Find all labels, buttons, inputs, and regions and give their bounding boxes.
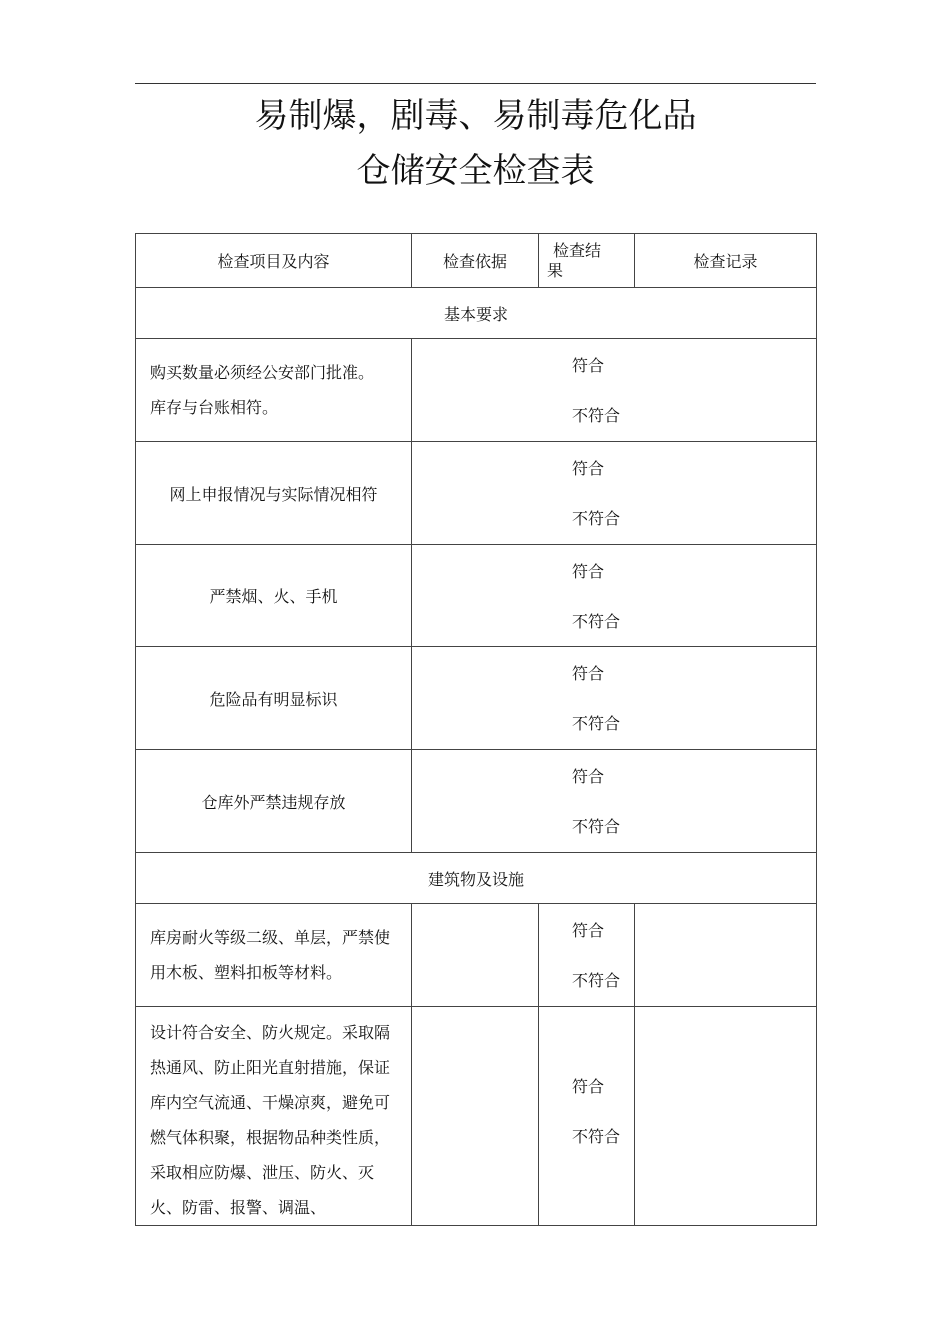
- option-fail[interactable]: 不符合: [572, 817, 621, 836]
- table-row: [136, 442, 817, 545]
- basis-cell[interactable]: [412, 904, 539, 1007]
- result-cell: [412, 545, 817, 647]
- header-result: [539, 234, 635, 288]
- option-pass[interactable]: 符合: [572, 1077, 605, 1096]
- result-cell: [539, 1007, 635, 1226]
- option-fail[interactable]: 不符合: [572, 1127, 621, 1146]
- table-row: [136, 750, 817, 853]
- item-text-line: 火、防雷、报警、调温、: [150, 1198, 327, 1217]
- option-pass[interactable]: 符合: [572, 921, 605, 940]
- table-row: [136, 904, 817, 1007]
- item-text-line: 库存与台账相符。: [150, 398, 279, 417]
- table-row: [136, 1007, 817, 1226]
- item-cell: [136, 545, 412, 647]
- section-row-building: [136, 853, 817, 904]
- document-title-line1: 易制爆，剧毒、易制毒危化品: [254, 96, 697, 136]
- item-text-line: 库房耐火等级二级、单层，严禁使: [150, 928, 391, 947]
- item-text-line: 严禁烟、火、手机: [209, 587, 338, 606]
- item-text-line: 库内空气流通、干燥凉爽，避免可: [150, 1093, 391, 1112]
- section-title: 基本要求: [136, 288, 817, 339]
- option-fail[interactable]: 不符合: [572, 714, 621, 733]
- option-pass[interactable]: 符合: [572, 356, 605, 375]
- header-result-line1: 检查结: [553, 240, 602, 260]
- header-row: [136, 234, 817, 288]
- basis-cell[interactable]: [412, 1007, 539, 1226]
- item-text-line: 设计符合安全、防火规定。采取隔: [150, 1023, 391, 1042]
- section-title: 建筑物及设施: [136, 853, 817, 904]
- result-cell: [412, 647, 817, 750]
- inspection-table: [135, 233, 817, 1226]
- document-title-line2: 仓储安全检查表: [356, 151, 595, 191]
- item-text-line: 仓库外严禁违规存放: [201, 792, 346, 812]
- item-text-line: 热通风、防止阳光直射措施，保证: [150, 1058, 391, 1077]
- item-text-line: 网上申报情况与实际情况相符: [169, 484, 378, 504]
- header-basis: 检查依据: [412, 234, 539, 288]
- header-item: 检查项目及内容: [136, 234, 412, 288]
- result-cell: [412, 442, 817, 545]
- item-cell: [136, 442, 412, 545]
- option-fail[interactable]: 不符合: [572, 406, 621, 425]
- table-row: [136, 647, 817, 750]
- item-text-line: 燃气体积聚，根据物品种类性质，: [150, 1128, 391, 1147]
- item-cell: [136, 647, 412, 750]
- option-fail[interactable]: 不符合: [572, 509, 621, 528]
- item-cell: [136, 904, 412, 1007]
- item-text-line: 采取相应防爆、泄压、防火、灭: [150, 1163, 375, 1182]
- item-text-line: 用木板、塑料扣板等材料。: [150, 963, 343, 982]
- option-pass[interactable]: 符合: [572, 664, 605, 683]
- record-cell[interactable]: [635, 904, 817, 1007]
- result-cell: [539, 904, 635, 1007]
- option-fail[interactable]: 不符合: [572, 971, 621, 990]
- table-row: [136, 339, 817, 442]
- header-record: 检查记录: [635, 234, 817, 288]
- record-cell[interactable]: [635, 1007, 817, 1226]
- option-pass[interactable]: 符合: [572, 562, 605, 581]
- header-result-line2: 果: [547, 260, 564, 280]
- top-rule: [135, 83, 816, 84]
- item-cell: [136, 1007, 412, 1226]
- item-text-line: 危险品有明显标识: [209, 689, 338, 709]
- item-text-line: 购买数量必须经公安部门批准。: [150, 363, 375, 382]
- option-pass[interactable]: 符合: [572, 459, 605, 478]
- result-cell: [412, 339, 817, 442]
- section-row-basic: [136, 288, 817, 339]
- item-cell: [136, 339, 412, 442]
- option-pass[interactable]: 符合: [572, 767, 605, 786]
- result-cell: [412, 750, 817, 853]
- item-cell: [136, 750, 412, 853]
- table-row: [136, 545, 817, 647]
- option-fail[interactable]: 不符合: [572, 612, 621, 631]
